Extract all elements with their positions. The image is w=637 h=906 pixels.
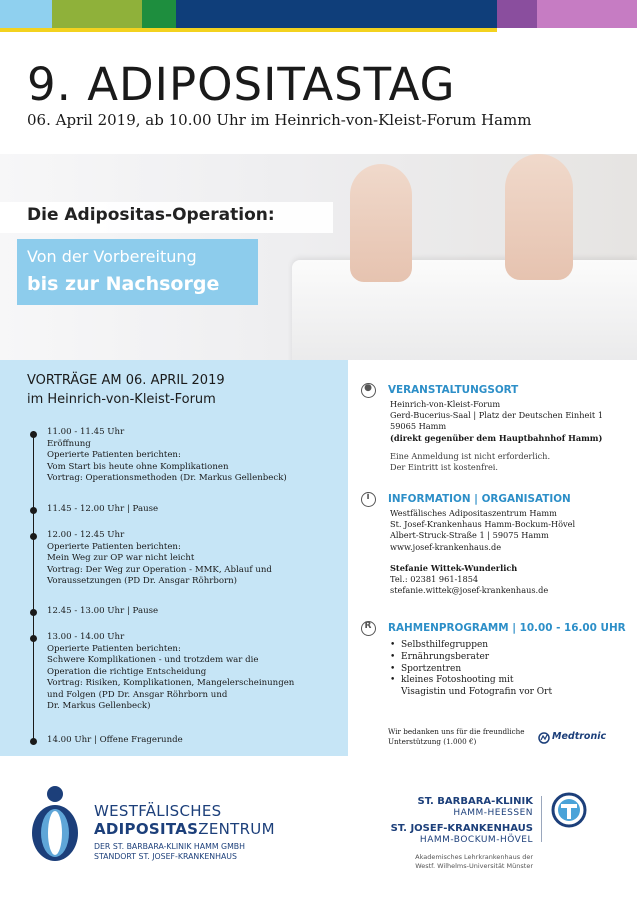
hospital-emblem-icon xyxy=(551,792,587,828)
location-pin-icon: ● xyxy=(361,383,376,398)
list-item: • kleines Fotoshooting mit xyxy=(390,675,514,686)
page-title: 9. ADIPOSITASTAG xyxy=(27,58,456,111)
event-line: Dr. Markus Gellenbeck) xyxy=(47,701,151,711)
event-time: 11.45 - 12.00 Uhr | Pause xyxy=(47,504,159,514)
contact-phone: Tel.: 02381 961-1854 xyxy=(390,574,479,585)
program-heading: VORTRÄGE AM 06. APRIL 2019 xyxy=(27,373,225,388)
event-line: Vom Start bis heute ohne Komplikationen xyxy=(47,461,229,472)
info-line: St. Josef-Krankenhaus Hamm-Bockum-Hövel xyxy=(390,519,576,530)
timeline-line xyxy=(33,431,34,743)
hero-subtitle-line1: Von der Vorbereitung xyxy=(27,247,197,266)
info-line: Albert-Struck-Straße 1 | 59075 Hamm xyxy=(390,530,549,541)
stripe-underline-yellow xyxy=(0,28,497,32)
hero-headline: Die Adipositas-Operation: xyxy=(27,205,275,225)
list-item: • Selbsthilfegruppen xyxy=(390,640,489,650)
venue-notes xyxy=(390,451,550,473)
footer-org-line3: DER ST. BARBARA-KLINIK HAMM GMBH xyxy=(94,842,246,851)
contact-email[interactable]: stefanie.wittek@josef-krankenhaus.de xyxy=(390,585,549,596)
frame-program-list xyxy=(388,640,552,699)
event-title: Eröffnung xyxy=(47,438,91,449)
stripe-segment-olive xyxy=(52,0,142,28)
registration-note: Eine Anmeldung ist nicht erforderlich. xyxy=(390,451,551,461)
list-item: • Ernährungsberater xyxy=(390,651,490,662)
program-event xyxy=(47,427,287,485)
info-icon: i xyxy=(361,492,376,507)
timeline-dot xyxy=(30,507,37,514)
venue-line: (direkt gegenüber dem Hauptbahnhof Hamm) xyxy=(390,432,603,443)
timeline-dot xyxy=(30,738,37,745)
event-line: Vortrag: Operationsmethoden (Dr. Markus Gellenbeck) xyxy=(47,473,287,483)
info-line: Westfälisches Adipositaszentrum Hamm xyxy=(390,508,557,518)
timeline-dot xyxy=(30,431,37,438)
timeline-dot xyxy=(30,609,37,616)
footer-org-line1: WESTFÄLISCHES xyxy=(94,802,222,820)
event-line: Voraussetzungen (PD Dr. Ansgar Röhrborn) xyxy=(47,576,238,586)
barbara-klinik-name: ST. BARBARA-KLINIK xyxy=(417,796,533,807)
list-item: • Sportzentren xyxy=(390,663,462,674)
barbara-klinik-location: HAMM-HEESSEN xyxy=(453,808,533,818)
hero-subtitle-box xyxy=(17,239,258,305)
event-date-location: 06. April 2019, ab 10.00 Uhr im Heinrich-von-Kleist-Forum Hamm xyxy=(27,111,532,129)
event-time: 11.00 - 11.45 Uhr xyxy=(47,427,125,437)
stripe-segment-purple xyxy=(497,0,537,28)
info-heading: INFORMATION | ORGANISATION xyxy=(388,493,571,505)
adipositaszentrum-figure-icon xyxy=(30,785,80,863)
program-subheading: im Heinrich-von-Kleist-Forum xyxy=(27,392,216,407)
hero-headline-bar xyxy=(0,202,333,233)
frame-program-heading: RAHMENPROGRAMM | 10.00 - 16.00 UHR xyxy=(388,622,626,634)
program-event xyxy=(47,504,158,516)
event-time: 12.00 - 12.45 Uhr xyxy=(47,530,125,540)
program-panel xyxy=(0,360,348,756)
timeline-dot xyxy=(30,533,37,540)
event-line: Mein Weg zur OP war nicht leicht xyxy=(47,553,195,563)
bathroom-scale-image xyxy=(292,260,637,360)
contact-name: Stefanie Wittek-Wunderlich xyxy=(390,563,518,573)
venue-line: 59065 Hamm xyxy=(390,421,447,432)
program-event xyxy=(47,735,183,747)
event-time: 14.00 Uhr | Offene Fragerunde xyxy=(47,735,183,745)
registered-icon: R xyxy=(361,621,376,636)
venue-line: Heinrich-von-Kleist-Forum xyxy=(390,399,501,409)
contact-details xyxy=(390,563,548,597)
event-line: Operierte Patienten berichten: xyxy=(47,643,181,654)
event-line: Vortrag: Der Weg zur Operation - MMK, Ablauf und xyxy=(47,564,272,575)
event-line: Operierte Patienten berichten: xyxy=(47,541,181,552)
list-item-continuation: Visagistin und Fotografin vor Ort xyxy=(401,687,553,698)
admission-note: Der Eintritt ist kostenfrei. xyxy=(390,462,499,473)
josef-krankenhaus-name: ST. JOSEF-KRANKENHAUS xyxy=(390,823,533,834)
hero-subtitle-line2: bis zur Nachsorge xyxy=(27,273,220,295)
event-time: 12.45 - 13.00 Uhr | Pause xyxy=(47,606,159,616)
event-line: und Folgen (PD Dr. Ansgar Röhrborn und xyxy=(47,689,228,700)
medtronic-icon xyxy=(538,732,550,744)
info-details xyxy=(390,508,575,553)
event-line: Operierte Patienten berichten: xyxy=(47,450,181,460)
foot-left-image xyxy=(350,164,412,282)
event-line: Operation die richtige Entscheidung xyxy=(47,666,207,677)
hero-banner xyxy=(0,154,637,360)
teaching-hospital-note: Akademisches Lehrkrankenhaus der Westf. Wilhelms-Universität Münster xyxy=(415,853,533,870)
stripe-segment-violet xyxy=(537,0,637,28)
venue-heading: VERANSTALTUNGSORT xyxy=(388,384,519,396)
program-event xyxy=(47,632,294,713)
event-line: Schwere Komplikationen - und trotzdem war die xyxy=(47,655,259,665)
foot-right-image xyxy=(505,154,573,280)
footer-divider xyxy=(541,796,542,842)
sponsor-thanks: Wir bedanken uns für die freundliche Unterstützung (1.000 €) xyxy=(388,727,525,746)
venue-line: Gerd-Bucerius-Saal | Platz der Deutschen Einheit 1 xyxy=(390,410,604,421)
footer-org-line4: STANDORT ST. JOSEF-KRANKENHAUS xyxy=(94,852,237,861)
footer-org-line2: ADIPOSITASZENTRUM xyxy=(94,820,275,838)
website-link[interactable]: www.josef-krankenhaus.de xyxy=(390,541,502,552)
event-time: 13.00 - 14.00 Uhr xyxy=(47,632,125,642)
timeline-dot xyxy=(30,635,37,642)
josef-krankenhaus-location: HAMM-BOCKUM-HÖVEL xyxy=(419,835,533,845)
program-event xyxy=(47,606,158,618)
top-color-stripe xyxy=(0,0,637,32)
stripe-segment-navy xyxy=(176,0,497,28)
venue-details xyxy=(390,399,603,444)
stripe-segment-light-blue xyxy=(0,0,52,28)
event-line: Vortrag: Risiken, Komplikationen, Mangelerscheinungen xyxy=(47,678,295,688)
stripe-segment-green xyxy=(142,0,176,28)
program-event xyxy=(47,530,272,588)
